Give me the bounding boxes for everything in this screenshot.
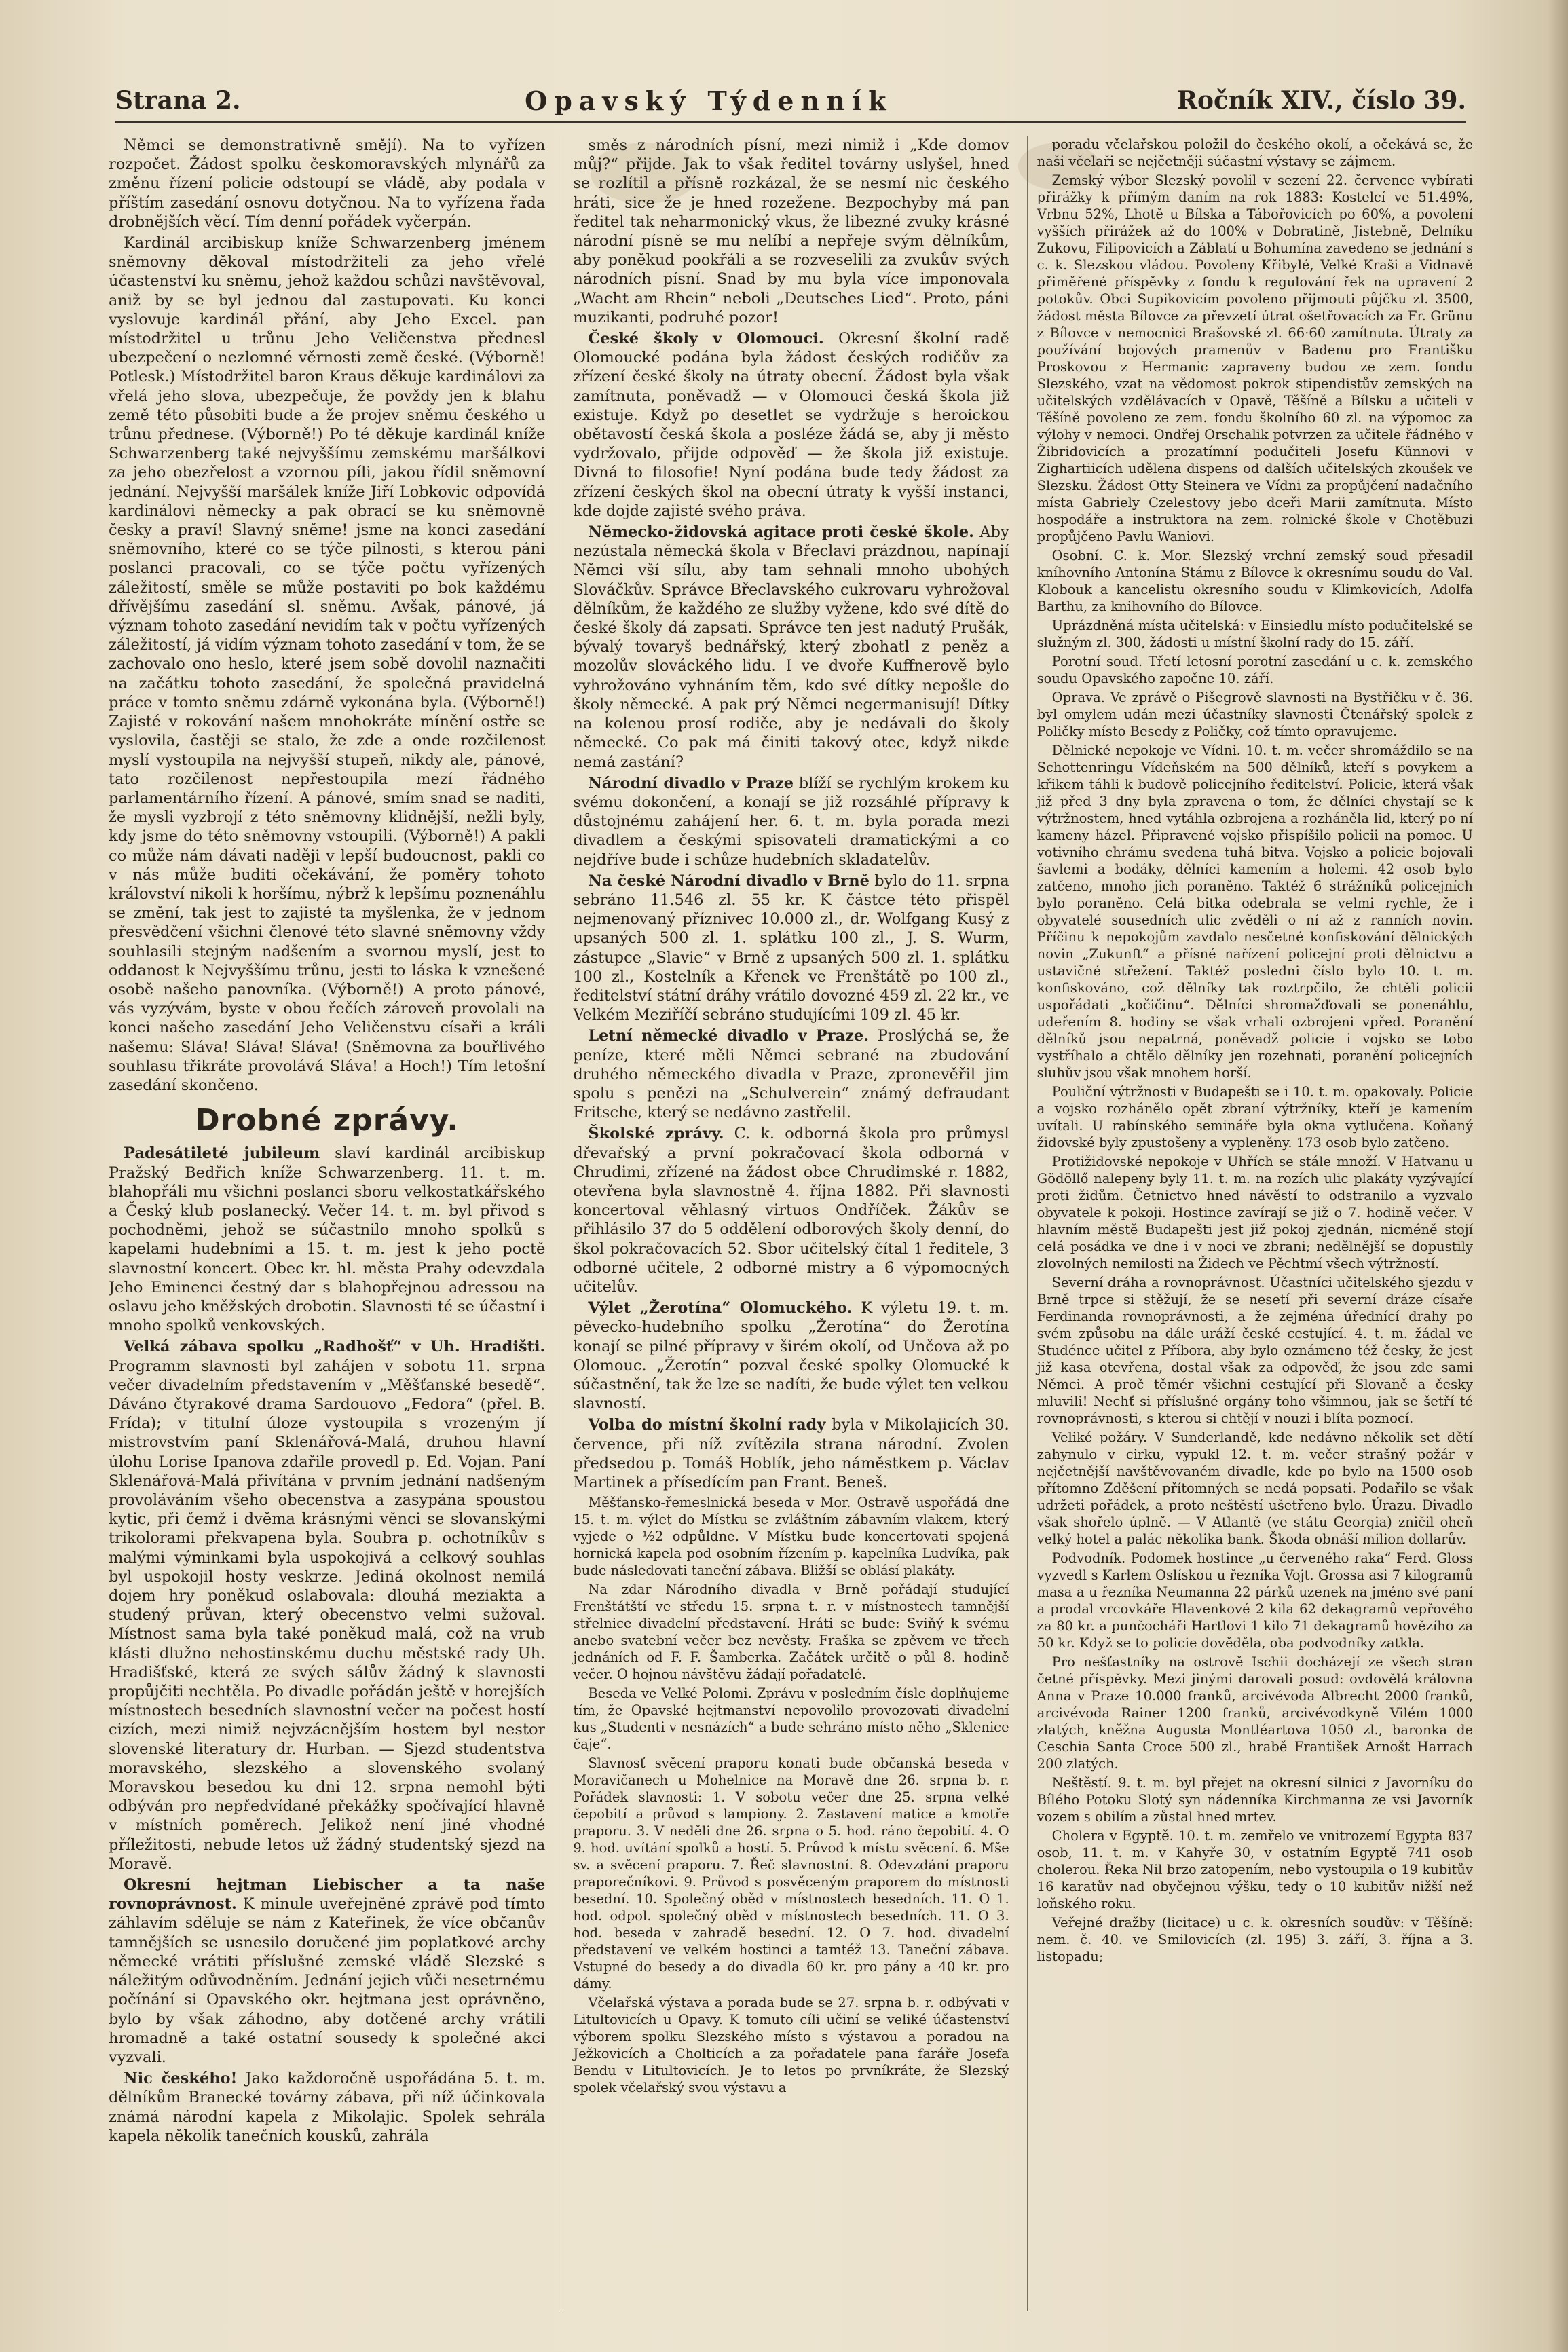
paragraph: Kardinál arcibiskup kníže Schwarzenberg jménem sněmovny děkoval místodržiteli za jeho vřelé účastenství ku sněmu, jehož každou schůzi navštěvoval, aniž by se byl jednou dal zastupovati. Ku konci vyslovuje kardinál přání, aby Jeho Excel. pan místodržitel u trůnu Jeho Veličenstva přednesl ubezpečení o nezlomné věrnosti země české. (Výborně! Potlesk.) Místodržitel baron Kraus děkuje kardinálovi za vřelá jeho slova, ubezpečuje, že povždy jen k blahu země této působiti bude a že projev sněmu českého u trůnu přednese. (Výborně!) Po té děkuje kardinál kníže Schwarzenberg také nejvyššímu zemskému maršálkovi za jeho obezřelost a vzornou píli, jakou řídil sněmovní jednání. Nejvyšší maršálek kníže Jiří Lobkovic odpovídá kardinálovi německy a pak obrací se ku sněmovně česky a praví! Slavný sněme! jsme na konci zasedání sněmovního, které co se týče pilnosti, s kterou páni poslanci pracovali, co se týče počtu vyřízených záležitostí, směle se může postaviti po bok každému dřívějšímu zasedání sl. sněmu. Avšak, pánové, já význam tohoto zasedání nevidím tak v počtu vyřízených záležitostí, já vidím význam tohoto zasedání v tom, že se zachovalo ono heslo, které jsem sobě dovolil naznačiti na začátku tohoto zasedání, že společná pravidelná práce v tomto sněmu zdárně vykonána byla. (Výborně!) Zajisté v rokování našem mnohokráte mínění ostře se vyslovila, častěji se stalo, že zde a onde rozčilenost myslí vystoupila na nejvyšší stupeň, nikdy ale, pánové, tato rozčilenost nepřestoupila mezí řádného parlamentárního řízení. A pánové, smím snad se naditi, že mysli vyzbrojí z této sněmovny klidnější, nežli byly, kdy jsme do této sněmovny vstoupili. (Výborně!) A pakli co může nám dávati naději v lepší budoucnost, pakli co v nás může buditi očekávání, že poměry tohoto království nikoli k horšímu, nýbrž k lepšímu poznenáhlu se změní, tak jest to zajisté ta myšlenka, že v jednom přesvědčení všichni členové této slavné sněmovny vždy souhlasili stejným nadšením a svornou myslí, jest to oddanost k Nejvyššímu trůnu, jesti to láska k vznešené osobě našeho panovníka. (Výborně!) A proto pánové, vás vyzývám, byste v obou řečích zároveň provolali na konci našeho zasedání Jeho Veličenstvu císaři a králi našemu: Sláva! Sláva! Sláva! (Sněmovna za bouřlivého souhlasu třikráte provolává Sláva! a Hoch!) Tím letošní zasedání skončeno. xyxy=(109,234,546,1094)
news-headline: Velká zábava spolku „Radhošť“ v Uh. Hradišti. xyxy=(124,1338,546,1356)
news-body: Proslýchá se, že peníze, které měli Němci sebrané na zbudování druhého německého divadla v Praze, zpronevěřil jim spolu s penězi na „Schulverein“ známý defraudant Fritsche, který se nedávno zastřelil. xyxy=(573,1027,1009,1122)
news-item xyxy=(573,329,1009,521)
small-news-item: Oprava. Ve zprávě o Pišegrově slavnosti na Bystřičku v č. 36. byl omylem udán mezi účastníky slavnosti Čtenářský spolek z Poličky místo Besedy z Poličky, což tímto opravujeme. xyxy=(1037,690,1473,739)
news-body: byla v Mikolajicích 30. července, při níž zvítězila strana národní. Zvolen předsedou p. Tomáš Hoblík, jeho náměstkem p. Václav Martinek a přísedícím pan Frant. Beneš. xyxy=(573,1416,1009,1492)
issue-info: Ročník XIV., číslo 39. xyxy=(1177,86,1466,115)
news-item xyxy=(109,1337,545,1873)
news-headline: Školské zprávy. xyxy=(588,1125,724,1143)
small-news-item: Beseda ve Velké Polomi. Zprávu v posledním čísle doplňujeme tím, že Opavské hejtmanství nepovolilo provozovati divadelní kus „Studenti v nesnázích“ a bude sehráno místo něho „Sklenice čaje“. xyxy=(573,1685,1009,1753)
news-body: Jako každoročně uspořádána 5. t. m. dělníkům Branecké továrny zábava, při níž účinkovala známá národní kapela z Mikolajic. Spolek sehrála kapela několik tanečních kousků, zahrála xyxy=(109,2070,546,2145)
page-number: Strana 2. xyxy=(115,86,241,115)
page-edge-shadow xyxy=(1548,0,1568,2352)
paragraph: směs z národních písní, mezi nimiž i „Kde domov můj?“ přijde. Jak to však ředitel továrny uslyšel, hned se rozlítil a přísně rozkázal, že se nesmí nic českého hráti, sice že je hned rozežene. Bezpochyby má pan ředitel tak neharmonický vkus, že libezné zvuky krásné národní písně se mu nelíbí a nepřeje svým dělníkům, aby poněkud pookřáli a se rozveselili za zvukův svých národních písní. Snad by mu byla více imponovala „Wacht am Rhein“ neboli „Deutsches Lied“. Proto, páni muzikanti, podruhé pozor! xyxy=(573,136,1009,326)
small-news-item: Podvodník. Podomek hostince „u červeného raka“ Ferd. Gloss vyzvedl s Karlem Oslískou u řezníka Vojt. Grossa asi 7 kilogramů masa a u řezníka Neumanna 22 párků uzenek na jméno své paní a prodal vrcovkáře Hlavenkové 2 kila 62 dekagramů vepřového za 80 kr. a punčocháři Hartlovi 1 kilo 71 dekagramů hovězího za 50 kr. Když se to policie dověděla, oba podvodníky zatkla. xyxy=(1037,1550,1473,1651)
news-headline: Padesátileté jubileum xyxy=(124,1144,320,1163)
news-item xyxy=(573,1415,1009,1492)
small-news-item: Měšťansko-řemeslnická beseda v Mor. Ostravě uspořádá dne 15. t. m. výlet do Místku se zvláštním zábavním vlakem, který vyjede o ½2 odpůldne. V Místku bude koncertovati spojená hornická kapela pod osobním řízením p. kapelníka Ludvíka, pak bude následovati taneční zábava. Bližší se oblásí plakáty. xyxy=(573,1495,1009,1579)
news-body: K minule uveřejněné zprávě pod tímto záhlavím sděluje se nám z Kateřinek, že více občanův tamnějších se usnesilo doručené jim poplatkové archy německé vrátiti příslušné zemské vládě Slezské s náležitým odůvodněním. Jednání jejich vůči nesetrnému počínání si Opavského okr. hejtmana jest oprávněno, bylo by však záhodno, aby dotčené archy vrátili hromadně a také ostatní sousedy k společné akci vyzvali. xyxy=(109,1895,546,2066)
news-body: Aby nezústala německá škola v Břeclavi prázdnou, napínají Němci vší sílu, aby tam sehnali mnoho ubohých Slováčkův. Správce Břeclavského cukrovaru vyhrožoval dělníkům, že každého ze služby vyžene, kdo své dítě do české školy dá zapsati. Správce ten jest nadutý Prušák, bývalý tovaryš bednářský, který zbohatl z peněz a mozolův slováckého lidu. I ve dvoře Kuffnerově bylo vyhrožováno vyhnáním těm, kdo své dítky nepošle do školy německé. A pak prý Němci negermanisují! Dítky na kolenou prosí rodiče, aby je nedávali do školy německé. Co pak má činiti takový otec, když nikde nemá zastání? xyxy=(573,523,1009,771)
small-news-item: Veřejné dražby (licitace) u c. k. okresních soudův: v Těšíně: nem. č. 40. ve Smilovicích (zl. 195) 3. září, 3. října a 3. listopadu; xyxy=(1037,1915,1473,1964)
small-news-item: Osobní. C. k. Mor. Slezský vrchní zemský soud přesadil kníhovního Antonína Stámu z Bílovce k okresnímu soudu do Val. Klobouk a kancelistu okresního soudu v Klimkovicích, Adolfa Barthu, za knihovního do Bílovce. xyxy=(1037,548,1473,614)
news-headline: Letní německé divadlo v Praze. xyxy=(588,1027,870,1045)
small-news-item: Dělnické nepokoje ve Vídni. 10. t. m. večer shromáždilo se na Schottenringu Vídeňském na 500 dělníků, kteří s povykem a křikem táhli k budově policejního ředitelství. Policie, která však již před 3 dny byla zpravena o tom, že dělníci chystají se k výtržnostem, hned vytáhla ozbrojena a rozháněla lid, který po ní kameny házel. Připravené vojsko přispíšilo policii na pomoc. U votivního chrámu svedena tuhá bitva. Vojsko a policie bojovali šavlemi a bodáky, dělníci kamením a holemi. 42 osob bylo zatčeno, mnoho jich poraněno. Taktéž 6 strážníků policejních bylo poraněno. Celá bitka odebrala se velmi rychle, že i obyvatelé sousedních ulic zvěděli o ní až z ranních novin. Příčinu k nepokojům zavdalo nesčetné konfiskování dělnických novin „Zukunft“ a přísné nařízení policejní proti dělnictvu a ustavičné střežení. Taktéž posledni číslo bylo 10. t. m. konfiskováno, což dělníky tak roztrpčilo, že chtěli policii uspořádati „kočičinu“. Dělníci shromažďovali se ponenáhlu, udeřením 8. hodiny se však vrhali ozbrojeni vpřed. Poranění dělníků jsou nepatrná, poněvadž policie i vojsko se tobo vystříhalo a chtělo dělníky jen rozehnati, poranění policejních sluhův jsou však mnohem horší. xyxy=(1037,743,1473,1081)
news-body: Okresní školní radě Olomoucké podána byla žádost českých rodičův za zřízení české školy na útraty obecní. Žádost byla však zamítnuta, poněvadž — v Olomouci česká škola již existuje. Když po desetlet se vydržuje s heroickou obětavostí česká škola a posléze žádá se, aby ji město vydržovalo, přijde odpověď — že škola již existuje. Divná to filosofie! Nyní podána bude tedy žádost za zřízení českých škol na obecní útraty k vyšší instanci, kde dojde zajisté svého práva. xyxy=(573,330,1009,520)
news-headline: Na české Národní divadlo v Brně xyxy=(588,872,870,890)
news-headline: Německo-židovská agitace proti české škole. xyxy=(588,523,974,542)
news-item xyxy=(573,774,1009,870)
small-news-item: Na zdar Národního divadla v Brně pořádají studující Frenštátští ve středu 15. srpna t. r. v místnostech tamnější střelnice divadelní představení. Hráti se bude: Sviňý k svému anebo svatební večer bez nevěsty. Fraška se zpěvem ve třech jednáních od F. F. Šamberka. Začátek určitě o půl 8. hodině večer. O hojnou návštěvu žádají pořadatelé. xyxy=(573,1582,1009,1683)
small-news-item: Uprázdněná místa učitelská: v Einsiedlu místo podučitelské se služným zl. 300, žádosti u místní školní rady do 15. září. xyxy=(1037,618,1473,650)
small-news-item: Severní dráha a rovnoprávnost. Účastníci učitelského sjezdu v Brně trpce si stěžují, že se nesetí při severní dráze císaře Ferdinanda rovnoprávnosti, a že zejména úřednící drahy po svém způsobu na dále uráží české cestující. 4. t. m. žádal ve Studénce učitel z Příbora, aby bylo oznámeno též česky, že jest již kasa otevřena, dostal však za odpověď, že jsou zde sami Němci. A proč těmér všichni cestující při Slovaně a česky mluvili! Nechť si příslušné orgány toho všimnou, jak se šetří té rovnoprávnosti, s kterou si chtějí v nouzi i blíta poznocí. xyxy=(1037,1275,1473,1426)
news-body: C. k. odborná škola pro průmysl dřevařský a první pokračovací škola odborná v Chrudimi, zřízené na žádost obce Chrudimské r. 1882, otevřena byla slavnostně 4. října 1882. Při slavnosti koncertoval věhlasný virtuos Ondříček. Žákův se přihlásilo 37 do 5 oddělení odborových školy denní, do škol pokračovacích 52. Sbor učitelský čítal 1 ředitele, 3 odborné učitele, 2 odborné mistry a 6 výpomocných učitelův. xyxy=(573,1125,1009,1296)
news-item xyxy=(109,2069,545,2146)
news-headline: České školy v Olomouci. xyxy=(588,330,824,348)
news-headline: Nic českého! xyxy=(124,2070,238,2088)
news-body: K výletu 19. t. m. pěvecko-hudebního spolku „Žerotína“ do Žerotína konají se pilné přípravy v širém okolí, od Unčova až po Olomouc. „Žerotín“ pozval české spolky Olomucké k súčastnění, tak že lze se nadíti, že bude výlet ten velkou slavností. xyxy=(573,1299,1009,1413)
news-item xyxy=(109,1875,545,2067)
news-item xyxy=(573,872,1009,1025)
news-body: slaví kardinál arcibiskup Pražský Bedřich kníže Schwarzenberg. 11. t. m. blahopřáli mu všichni poslanci sboru velkostatkářského a Český klub poslanecký. Večer 14. t. m. byl přivod s pochodněmi, jehož se súčastnilo mnoho spolků s kapelami hudebními a 15. t. m. jest k jeho poctě slavnostní koncert. Obec kr. hl. města Prahy odevzdala Jeho Eminenci čestný dar s blahopřejnou adressou na oslavu jeho kněžských drobotin. Slavnosti té se účastní i mnoho spolků venkovských. xyxy=(109,1144,546,1335)
news-item xyxy=(573,1026,1009,1122)
paragraph: Němci se demonstrativně smějí). Na to vyřízen rozpočet. Žádost spolku českomoravských mlynářů za změnu řízení policie odstoupí se vládě, aby podala v příštím zasedání osnovu dotyčnou. Na to vyřízena řada drobnějších věcí. Tím denní pořádek vyčerpán. xyxy=(109,136,546,231)
column-1 xyxy=(109,136,545,2311)
small-news-item: Včelařská výstava a porada bude se 27. srpna b. r. odbývati v Litultovicích u Opavy. K tomuto cíli učiní se veliké účastenství výborem spolku Slezského místo s výstavou a poradou na Ježkovicích a Cholticích a za pořadatele pana faráře Josefa Bendu v Litultovicích. Je to letos po prvníkráte, že Slezský spolek včelařský svou výstavu a xyxy=(573,1995,1009,2096)
news-headline: Národní divadlo v Praze xyxy=(588,774,794,792)
news-headline: Výlet „Žerotína“ Olomuckého. xyxy=(588,1299,853,1318)
column-2 xyxy=(563,136,1009,2311)
text-columns xyxy=(109,136,1473,2311)
section-heading: Drobné zprávy. xyxy=(195,1103,460,1138)
news-item xyxy=(573,523,1009,772)
small-news-item: poradu včelařskou položil do českého okolí, a očekává se, že naši včelaři se nejčetněji súčastní výstavy se zájmem. xyxy=(1037,136,1473,169)
news-body: Programm slavnosti byl zahájen v sobotu 11. srpna večer divadelním představením v „Měšťanské besedě“. Dáváno čtyrakové drama Sardouovo „Fedora“ (přel. B. Frída); v titulní úloze vystoupila s vrozeným jí mistrovstvím paní Sklenářová-Malá, druhou hlavní úlohu Lorise Ipanova zdařile provedl p. Ed. Vojan. Paní Sklenářová-Malá přivítána v prvním jednání nadšeným provoláváním všeho obecenstva a zasypána spoustou kytic, při čemž i dvěma krásnými věnci se slovanskými trikolorami překvapena byla. Soubra p. ochotníkův s malými výminkami byla uspokojivá a celkový souhlas byl uspokojil hosty veskrze. Jediná okolnost nemilá dojem hry poněkud oslabovala: dlouhá meziakta a studený průvan, který obecenstvo velmi sužoval. Místnost sama byla také poněkud malá, což na vrub klásti dlužno nehostinskému duchu městské rady Uh. Hradišťské, která ze svých sálův žádný k slavnosti propůjčiti nechtěla. Po divadle pořádán ještě v horejších místnostech besedních slavnostní večer na počest hostí cizích, mezi nimiž nejvzácnějším hostem byl nestor slovenské literatury dr. Hurban. — Sjezd studentstva moravského, slezského a slovenského svolaný Moravskou besedou ku dni 12. srpna nemohl býti odbýván pro nepředvídané překážky spočívající hlavně v místních poměrech. Jelikož není jiné vhodné příležitosti, nebude letos už žádný studentský sjezd na Moravě. xyxy=(109,1357,546,1873)
small-news-item: Cholera v Egyptě. 10. t. m. zemřelo ve vnitrozemí Egypta 837 osob, 11. t. m. v Kahyře 30, v ostatním Egyptě 741 osob cholerou. Řeka Nil brzo zatopením, nebo vystoupila o 19 kubitův 16 karatův nad obyčejnou výšku, tedy o 10 kubitův nižší než loňského roku. xyxy=(1037,1828,1473,1911)
small-news-item: Veliké požáry. V Sunderlandě, kde nedávno několik set dětí zahynulo v cirku, vypukl 12. t. m. večer strašný požár v nejčetnější navštěvovaném divadle, kde po bylo na 1500 osob přítomno Zděšení přítomných se nedá popsati. Podařilo se však udržeti pořádek, a proto neštěstí ušetřeno bylo. Úrazu. Divadlo však shořelo úplně. — V Atlantě (ve státu Georgia) zničil oheň velký hotel a palác několika bank. Škoda obnáší milion dollarův. xyxy=(1037,1430,1473,1547)
news-headline: Okresní hejtman Liebischer a ta naše rovnoprávnost. xyxy=(109,1876,546,1914)
small-news-item: Pro nešťastníky na ostrově Ischii docházejí ze všech stran četné příspěvky. Mezi jinými darovali posud: ovdovělá královna Anna v Praze 10.000 franků, arcivévoda Albrecht 2000 franků, arcivévoda Rainer 1200 franků, arcivévodkyně Vilém 1000 zlatých, kněžna Augusta Montléartova 1050 zl., baronka de Ceschia Santa Croce 500 zl., hrabě František Arnošt Harrach 200 zlatých. xyxy=(1037,1654,1473,1772)
news-item xyxy=(573,1299,1009,1413)
newspaper-title: Opavský Týdenník xyxy=(525,85,893,116)
news-item xyxy=(109,1144,545,1335)
column-3 xyxy=(1027,136,1473,2311)
small-news-item: Zemský výbor Slezský povolil v sezení 22. července vybírati přirážky k přímým daním na rok 1883: Kostelcí ve 51.49%, Vrbnu 52%, Lhotě u Bílska a Tábořovicích po 60%, a povolení vyšších přirážek až do 100% v Dobratině, Jistebně, Delníku Zukovu, Filipovicích a Záblatí u Bohumína zavedeno se jednání s c. k. Slezskou vládou. Povoleny Křibylé, Velké Kraši a Vidnavě přiměřené příspěvky z fondu k regulování řek na upravení 2 potokův. Obci Supikovicím povoleno přijmouti půjčku zl. 3500, žádost města Bílovce za převzetí útrat ošetřovacích za Fr. Grünu z Bílovce v nemocnici Brašovské zl. 66·60 zamítnuta. Útraty za používání bojových pramenův v Badenu pro Františku Proskovou z Hermanic zapraveny budou ze zem. fondu Slezského, vzat na vědomost pokrok stipendistův zemských na učitelských vzdělávacích v Opavě, Těšíně a Bílsku a učiteli v Těšíně povoleno ze zem. fondu školního 60 zl. na výpomoc za výlohy v nemoci. Ondřej Orschalik potvrzen za učitele řádného v Žibridovicích a prozatímní podučiteli Josefu Künnovi v Zighartiicích udělena dispens od dalších učitelských zkoušek ve Slezsku. Žádost Otty Steinera ve Vídni za propůjčení nadačního místa Gabriely Czelestovy jebo dceři Marii zamítnuta. Místo hospodáře a instruktora na zem. rolnické škole v Chotěbuzi propůjčeno Pavlu Waniovi. xyxy=(1037,172,1473,544)
news-body: blíží se rychlým krokem ku svému dokončení, a konají se již rozsáhlé přípravy k důstojnému zahájení her. 6. t. m. byla porada mezi divadlem a českými spisovateli dramatickými a co nejdříve bude i schůze hudebních skladatelův. xyxy=(573,774,1009,869)
small-news-item: Porotní soud. Třetí letosní porotní zasedání u c. k. zemského soudu Opavského započne 10. září. xyxy=(1037,654,1473,686)
small-news-item: Slavnosť svěcení praporu konati bude občanská beseda v Moravičanech u Mohelnice na Moravě dne 26. srpna b. r. Pořádek slavnosti: 1. V sobotu večer dne 25. srpna velké čepobití a průvod s lampiony. 2. Zastavení matice a kmotře praporu. 3. V neděli dne 26. srpna o 5. hod. ráno čepobití. 4. O 9. hod. uvítání spolků a hostí. 5. Průvod k místu svěcení. 6. Mše sv. a svěcení praporu. 7. Řeč slavnostní. 8. Odevzdání praporu praporečníkovi. 9. Průvod s posvěceným praporem do místnosti besední. 10. Společný oběd v místnostech besedních. 11. O 1. hod. odpol. společný oběd v místnostech besedních. 11. O 3. hod. beseda v zahradě besední. 12. O 7. hod. divadelní představení ve velkém hostinci a tamtéž 13. Taneční zábava. Vstupné do besedy a do divadla 60 kr. pro pány a 40 kr. pro dámy. xyxy=(573,1755,1009,1992)
small-news-item: Protižidovské nepokoje v Uhřích se stále množí. V Hatvanu u Gödöllő nalepeny byly 11. t. m. na rozích ulic plakáty vyzývající proti židům. Četnictvo hned návěstí to odstranilo a vyzvalo obyvatele k pokoji. Hostince zavírají se již o 7. hodině večer. V hlavním městě Budapešti jest již pokoj zjednán, nicméně stojí celá posádka ve dne i v noci ve zbrani; nedělnější se dopustily zlovolných nemilosti na Židech ve Pěchtmí všech výtržností. xyxy=(1037,1154,1473,1271)
news-item xyxy=(573,1124,1009,1296)
page-header xyxy=(115,80,1466,123)
news-body: bylo do 11. srpna sebráno 11.546 zl. 55 kr. K částce této přispěl nejmenovaný příznivec 10.000 zl., dr. Wolfgang Kusý z upsaných 500 zl. 1. splátku 100 zl., J. S. Wurm, zástupce „Slavie“ v Brně z upsaných 500 zl. 1. splátku 100 zl., Kostelník a Křenek ve Frenštátě po 100 zl., ředitelství státní dráhy vrátilo dovozné 459 zl. 22 kr., ve Velkém Meziříčí sebráno studujícími 109 zl. 45 kr. xyxy=(573,872,1009,1024)
news-headline: Volba do místní školní rady xyxy=(588,1416,826,1434)
small-news-item: Pouliční výtržnosti v Budapešti se i 10. t. m. opakovaly. Policie a vojsko rozhánělo opět zbraní výtržníky, kteří je kamením uvítali. U rabínského semináře byla okna vytlučena. Koňaný židovské byly zpustošeny a vypleněny. 173 osob bylo zatčeno. xyxy=(1037,1084,1473,1151)
small-news-item: Neštěstí. 9. t. m. byl přejet na okresní silnici z Javorníku do Bílého Potoku Slotý syn nádenníka Kirchmanna ze vsi Javorník vozem s obilím a zůstal hned mrtev. xyxy=(1037,1775,1473,1825)
